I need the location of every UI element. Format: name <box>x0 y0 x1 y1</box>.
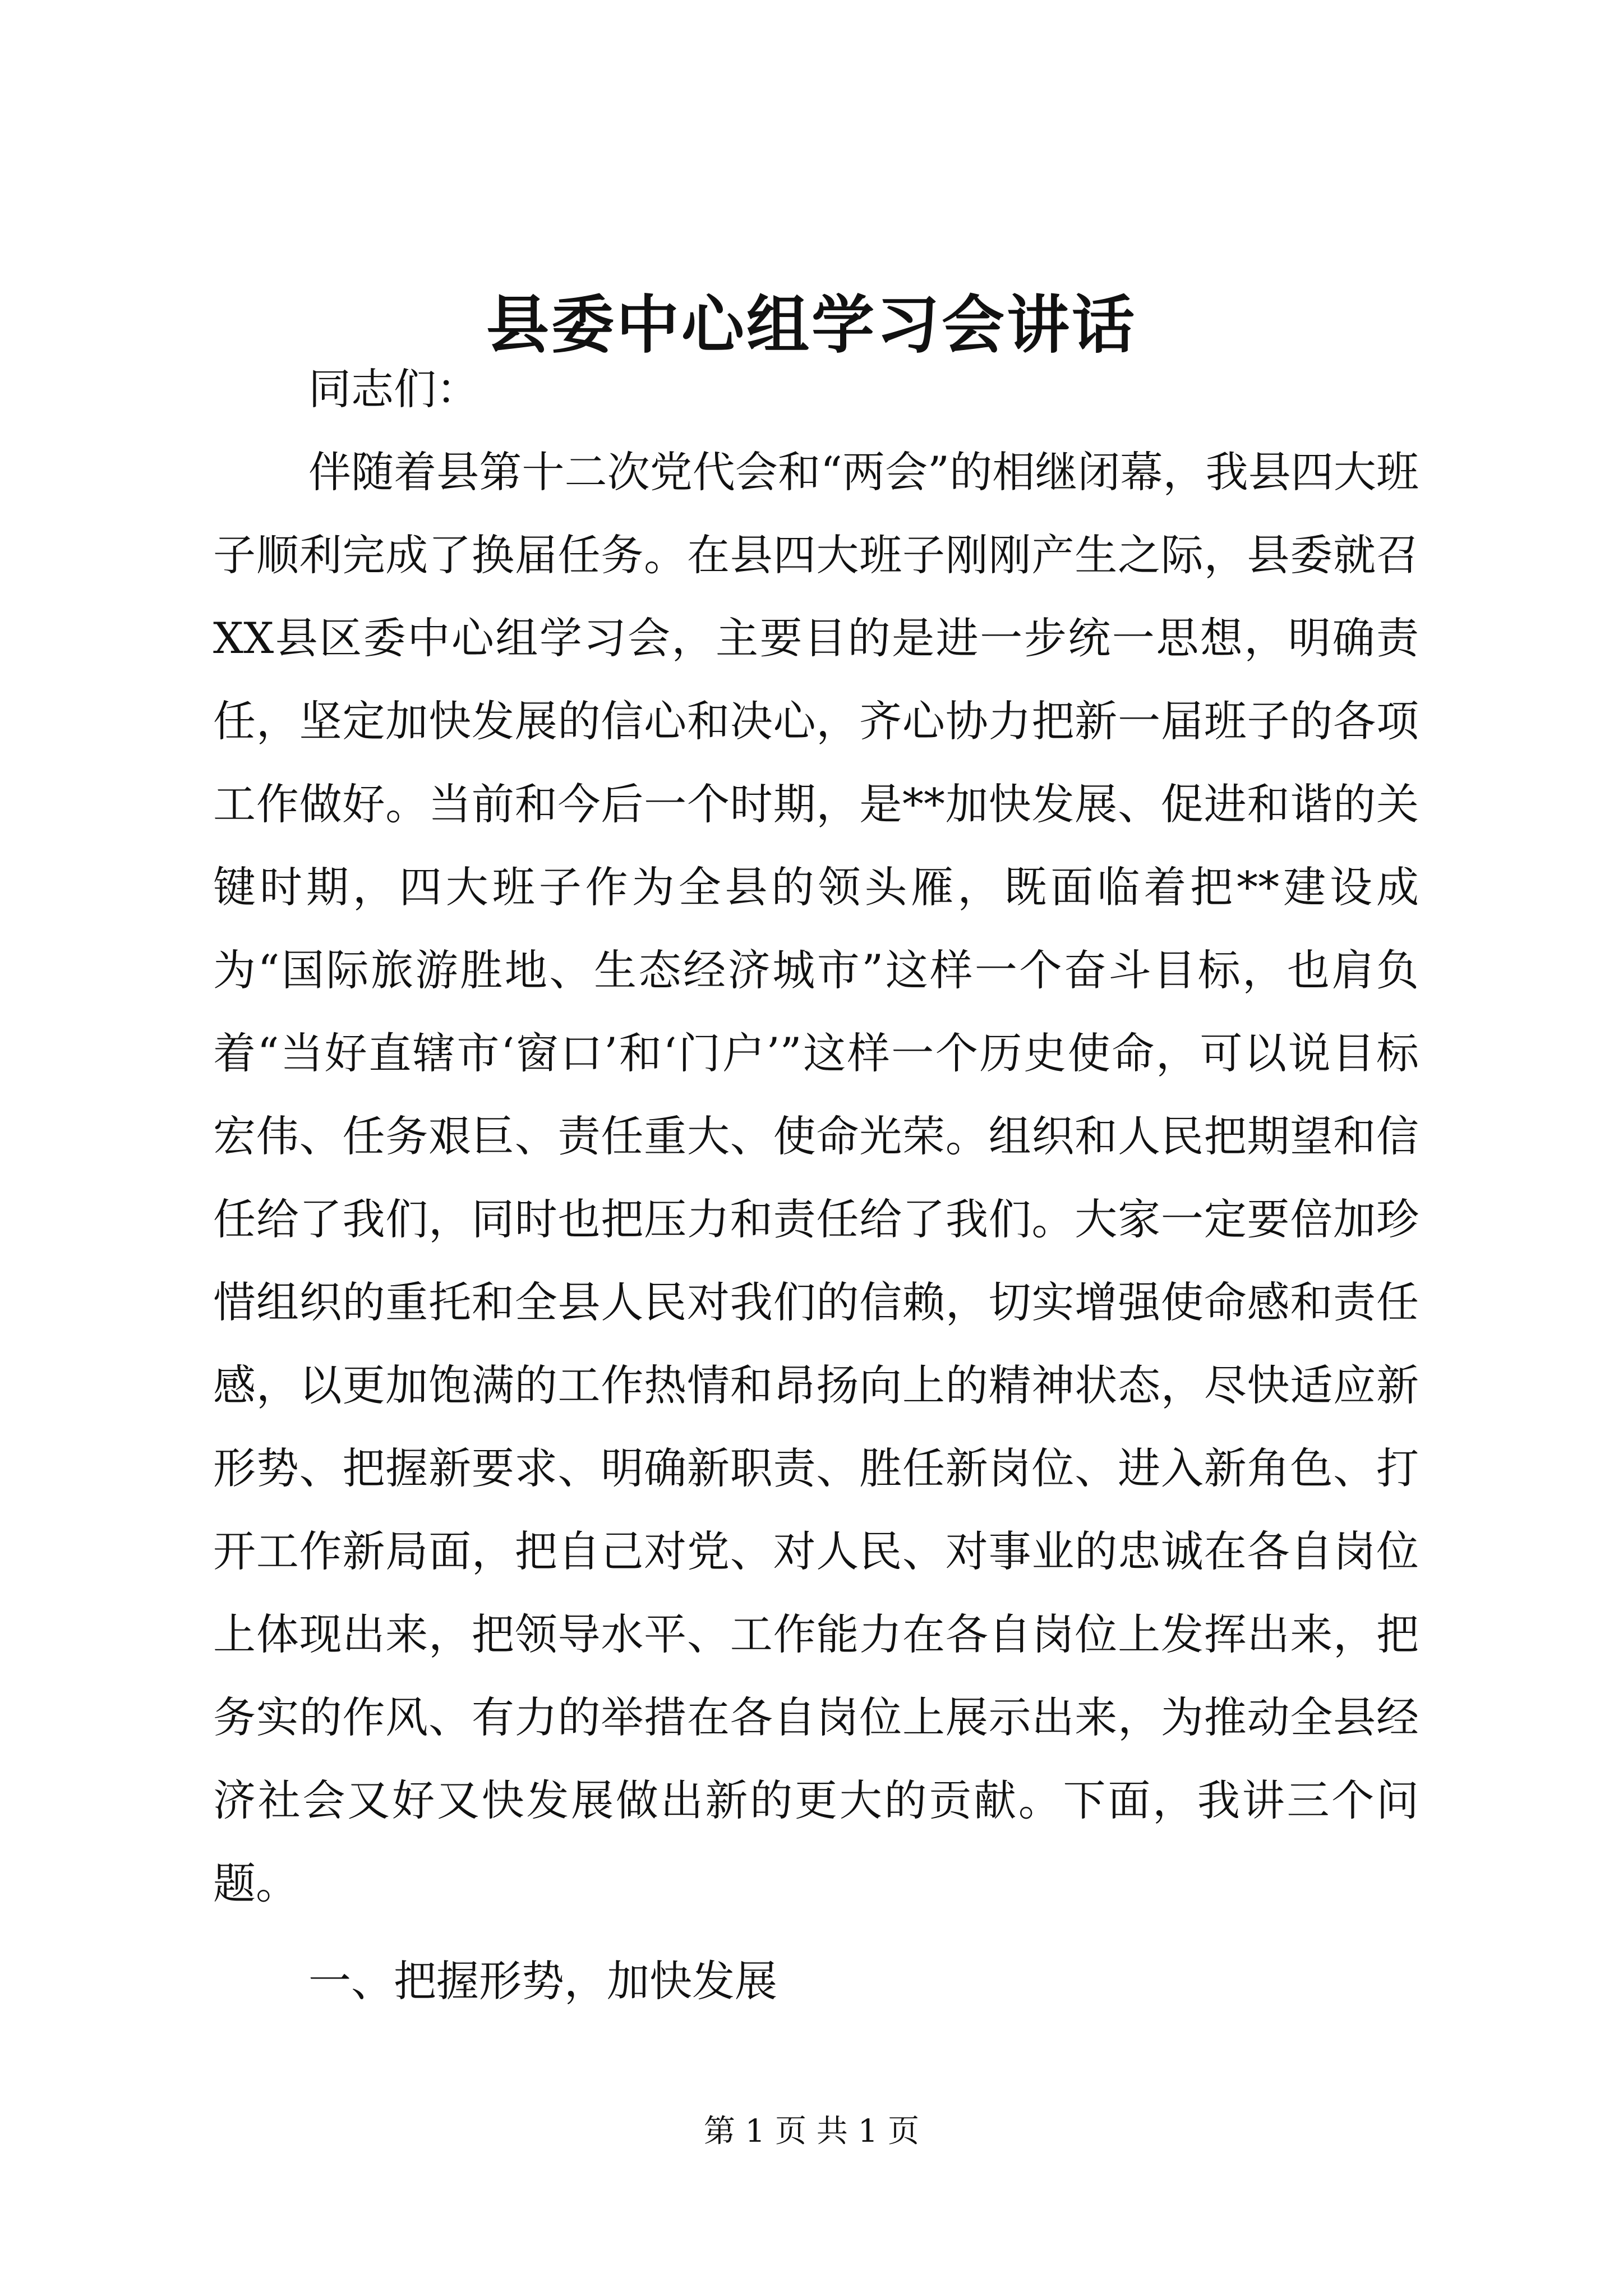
paragraph-opening: 伴随着县第十二次党代会和“两会”的相继闭幕，我县四大班子顺利完成了换届任务。在县四大班子刚刚产生之际，县委就召XX县区委中心组学习会，主要目的是进一步统一思想，明确责任，坚定加快发展的信心和决心，齐心协力把新一届班子的各项工作做好。当前和今后一个时期，是**加快发展、促进和谐的关键时期，四大班子作为全县的领头雁，既面临着把**建设成为“国际旅游胜地、生态经济城市”这样一个奋斗目标，也肩负着“当好直辖市‘窗口’和‘门户’”这样一个历史使命，可以说目标宏伟、任务艰巨、责任重大、使命光荣。组织和人民把期望和信任给了我们，同时也把压力和责任给了我们。大家一定要倍加珍惜组织的重托和全县人民对我们的信赖，切实增强使命感和责任感，以更加饱满的工作热情和昂扬向上的精神状态，尽快适应新形势、把握新要求、明确新职责、胜任新岗位、进入新角色、打开工作新局面，把自己对党、对人民、对事业的忠诚在各自岗位上体现出来，把领导水平、工作能力在各自岗位上发挥出来，把务实的作风、有力的举措在各自岗位上展示出来，为推动全县经济社会又好又快发展做出新的更大的贡献。下面，我讲三个问题。 <box>213 447 1419 1908</box>
document-body <box>213 348 1419 2023</box>
document-title: 县委中心组学习会讲话 <box>486 288 1137 362</box>
salutation: 同志们： <box>308 364 479 414</box>
section-heading-1: 一、把握形势，加快发展 <box>308 1956 777 2006</box>
page-footer: 第 1 页 共 1 页 <box>703 2113 920 2150</box>
